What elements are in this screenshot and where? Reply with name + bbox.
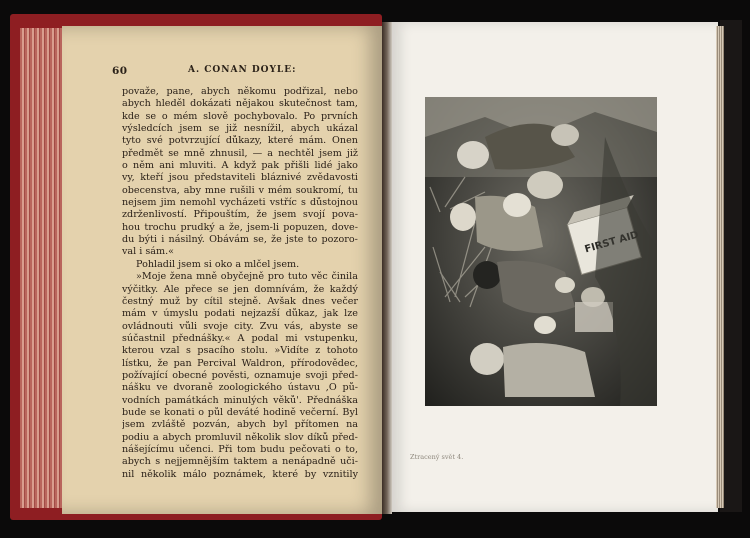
text-line: čestný muž by cítil stejně. Avšak dnes večer: [122, 295, 358, 307]
page-edges-right: [716, 26, 724, 508]
text-line: výčitky. Ale přece se jen domnívám, že každý: [122, 283, 358, 295]
text-line: kterou vzal s psacího stolu. »Vidíte z tohoto: [122, 345, 358, 357]
book-gutter: [382, 22, 392, 514]
text-line: mám v úmyslu podati nejzazší důkaz, jak lze: [122, 308, 358, 320]
text-line: podiu a abych promluvil několik slov díků před-: [122, 431, 358, 443]
text-line: výsledcích jsem se již nesnížil, abych ukázal: [122, 123, 358, 135]
text-line: považe, pane, abych někomu podřizal, nebo: [122, 86, 358, 97]
text-line: kde se o mém slově pochybovalo. Po prvních: [122, 110, 358, 122]
text-line: o něm ani mluviti. A když pak přišli lidé jako: [122, 160, 358, 172]
text-line: tyto své potvrzující důkazy, které mám. Onen: [122, 135, 358, 147]
text-line: obecenstva, aby mne rušili v mém soukromí, tu: [122, 184, 358, 196]
text-line: vodních památkách minulých věků'. Přednáška: [122, 394, 358, 406]
plate-caption: Ztracený svět 4.: [410, 453, 464, 461]
text-line: požívající obecné pověsti, oznamuje svoji před-: [122, 369, 358, 381]
expedition-photo: [425, 97, 657, 406]
text-line: vy, kteří jsou představiteli bláznivé zvědavosti: [122, 172, 358, 184]
text-line: Pohladil jsem si oko a mlčel jsem.: [136, 258, 300, 270]
text-line: jsem zvláště pozván, abych byl přítomen na: [122, 419, 358, 431]
body-text: [122, 86, 358, 481]
photo-plate: [425, 97, 657, 406]
text-line: val i sám.«: [122, 246, 175, 258]
text-line: lístku, že pan Percival Waldron, přírodovědec,: [122, 357, 358, 369]
text-line: »Moje žena mně obyčejně pro tuto věc činila: [136, 271, 358, 283]
page-number: 60: [112, 65, 128, 77]
text-line: nášku ve dvoraně zoologického ústavu ,O pů-: [122, 382, 358, 394]
text-line: nil několik málo poznámek, které by vznitily: [122, 468, 358, 480]
running-head: A. CONAN DOYLE:: [188, 65, 297, 75]
text-line: zdrženlivostí. Připouštím, že jsem svojí pova-: [122, 209, 358, 221]
text-line: súčastnil přednášky.« A podal mi vstupenku,: [122, 332, 358, 344]
page-edges-left: [20, 28, 64, 508]
text-line: předmět se mně zhnusil, — a nechtěl jsem již: [122, 147, 358, 159]
text-line: hou trochu prudký a že, jsem-li popuzen, dove-: [122, 221, 358, 233]
text-line: nejsem jim nemohl vycházeti vstříc s důstojnou: [122, 197, 358, 209]
text-line: ovládnouti vůli svoje city. Zvu vás, abyste se: [122, 320, 358, 332]
text-line: nášejícímu učenci. Při tom budu pečovati o to,: [122, 443, 358, 455]
text-line: abych hleděl dokázati nějakou skutečnost tam,: [122, 98, 358, 110]
text-line: bude se konati o půl deváté hodině večerní. Byl: [122, 406, 358, 418]
text-line: abych s nejjemnějším taktem a nenápadně uči-: [122, 456, 358, 468]
text-line: du býti i násilný. Obávám se, že jste to pozoro-: [122, 234, 358, 246]
